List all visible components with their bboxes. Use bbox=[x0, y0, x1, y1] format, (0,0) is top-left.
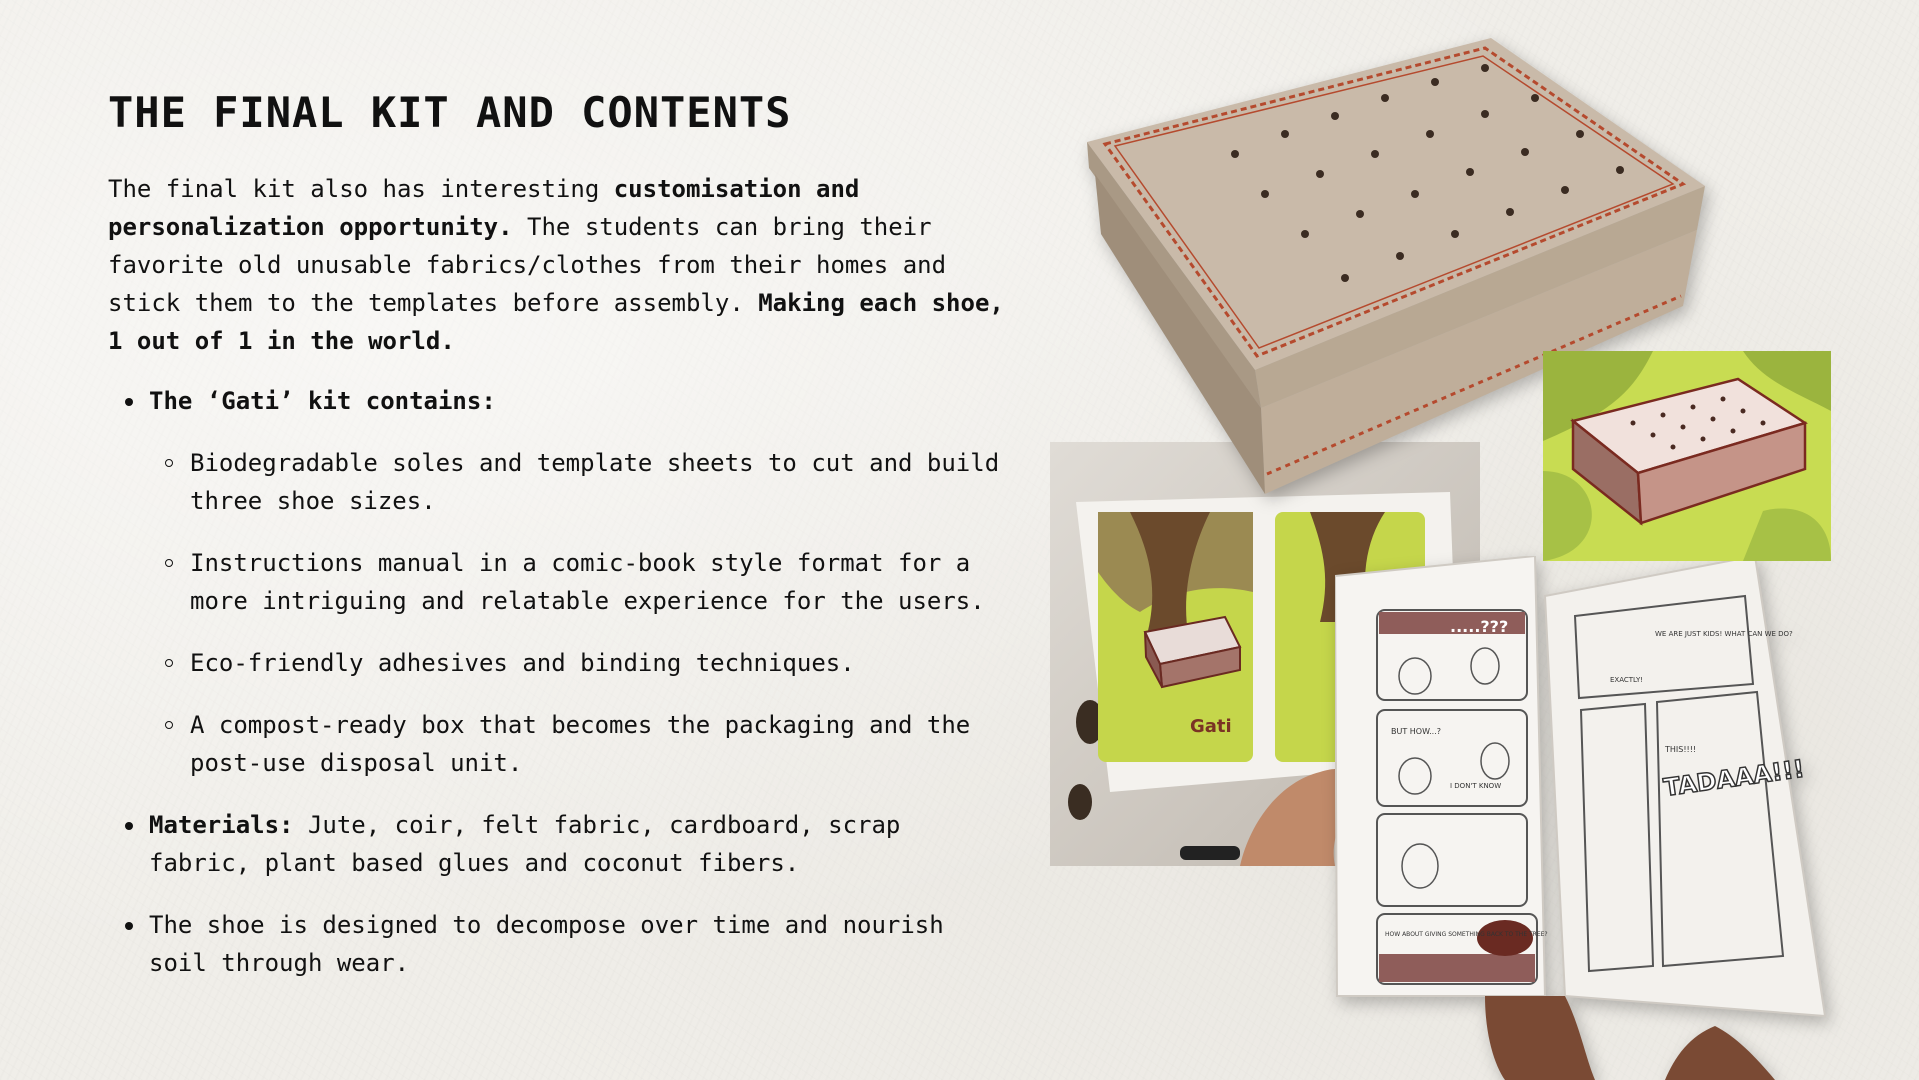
intro-text-2: The students can bring their favorite old unusable fabrics/clothes from their homes and stick them to the templates before assembly. bbox=[108, 213, 947, 317]
gati-logo: Gati bbox=[1190, 716, 1232, 737]
comic-bubble: THIS!!!! bbox=[1665, 745, 1697, 754]
list-item: Biodegradable soles and template sheets to cut and build three shoe sizes. bbox=[149, 444, 1008, 520]
kit-contents-list bbox=[149, 444, 1008, 782]
comic-bubble: .....??? bbox=[1450, 617, 1509, 636]
page-title: THE FINAL KIT AND CONTENTS bbox=[108, 88, 792, 137]
list-item: Eco-friendly adhesives and binding techniques. bbox=[149, 644, 1008, 682]
list-item: A compost-ready box that becomes the packaging and the post-use disposal unit. bbox=[149, 706, 1008, 782]
list-item-materials bbox=[108, 806, 1008, 882]
comic-book-photo bbox=[1335, 556, 1830, 1080]
main-list bbox=[108, 382, 1008, 982]
intro-paragraph bbox=[108, 170, 1008, 360]
comic-burst: TADAAA!!! bbox=[1661, 754, 1807, 802]
comic-bubble: BUT HOW...? bbox=[1391, 727, 1441, 736]
box-illustration bbox=[1543, 351, 1831, 561]
comic-bubble: EXACTLY! bbox=[1610, 676, 1644, 684]
kit-heading: The ‘Gati’ kit contains: bbox=[149, 387, 496, 415]
text-column bbox=[108, 170, 1008, 1006]
materials-text: Jute, coir, felt fabric, cardboard, scrap fabric, plant based glues and coconut fibers. bbox=[149, 811, 901, 877]
materials-label: Materials: bbox=[149, 811, 294, 839]
intro-text-1: The final kit also has interesting bbox=[108, 175, 614, 203]
intro-bold-1: customisation and personalization opportunity. bbox=[108, 175, 860, 241]
list-item-decompose: The shoe is designed to decompose over time and nourish soil through wear. bbox=[108, 906, 1008, 982]
list-item: Instructions manual in a comic-book style format for a more intriguing and relatable experience for the users. bbox=[149, 544, 1008, 620]
intro-bold-2: Making each shoe, 1 out of 1 in the world. bbox=[108, 289, 1004, 355]
comic-bubble: HOW ABOUT GIVING SOMETHING BACK TO THE TREE? bbox=[1385, 931, 1548, 938]
comic-bubble: WE ARE JUST KIDS! WHAT CAN WE DO? bbox=[1655, 630, 1793, 638]
list-item-kit bbox=[108, 382, 1008, 782]
comic-bubble: I DON'T KNOW bbox=[1450, 782, 1502, 790]
